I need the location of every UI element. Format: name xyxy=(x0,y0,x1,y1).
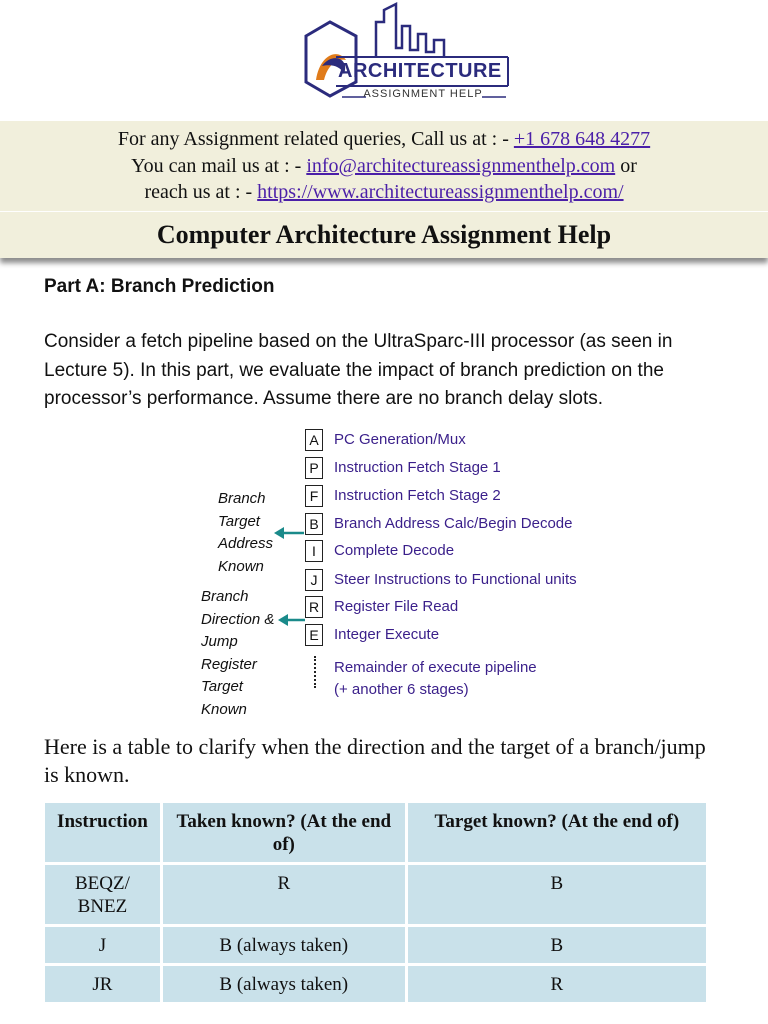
phone-link[interactable]: +1 678 648 4277 xyxy=(513,128,651,150)
cell-instruction: BEQZ/ BNEZ xyxy=(44,864,162,926)
contact-email-prefix: You can mail us at : - xyxy=(131,154,307,177)
contact-line-phone xyxy=(0,126,768,153)
stage-desc-b: Branch Address Calc/Begin Decode xyxy=(334,515,573,532)
stage-letter-b: B xyxy=(305,513,323,535)
branch-table xyxy=(42,800,709,1005)
contact-website-prefix: reach us at : - xyxy=(144,181,258,203)
direction-known-label: Branch Direction & Jump Register Target Known xyxy=(201,588,275,718)
contact-band xyxy=(0,121,768,211)
stage-letter-r: R xyxy=(305,596,323,618)
direction-arrow-icon xyxy=(278,613,306,627)
contact-line-website xyxy=(0,179,768,206)
stage-desc-p: Instruction Fetch Stage 1 xyxy=(334,459,501,476)
stage-letter-f: F xyxy=(305,485,323,507)
cell-taken: B (always taken) xyxy=(161,965,406,1004)
stage-desc-i: Complete Decode xyxy=(334,542,455,559)
page-title: Computer Architecture Assignment Help xyxy=(0,212,768,258)
contact-line-email xyxy=(0,153,768,180)
table-row xyxy=(44,926,708,965)
table-row xyxy=(44,965,708,1004)
remainder-line-1: Remainder of execute pipeline xyxy=(334,659,537,676)
company-logo xyxy=(276,0,516,120)
stage-desc-j: Steer Instructions to Functional units xyxy=(334,571,577,588)
target-known-label: Branch Target Address Known xyxy=(218,490,274,575)
logo-title: ARCHITECTURE xyxy=(338,60,502,82)
stage-letter-j: J xyxy=(305,569,323,591)
logo-subtitle: ASSIGNMENT HELP xyxy=(363,88,483,100)
cell-taken: R xyxy=(161,864,406,926)
cell-instruction: J xyxy=(44,926,162,965)
header-instruction: Instruction xyxy=(44,802,162,864)
clarify-paragraph: Here is a table to clarify when the direction and the target of a branch/jump is known. xyxy=(44,734,706,787)
stage-letter-e: E xyxy=(305,624,323,646)
part-heading: Part A: Branch Prediction xyxy=(44,276,275,297)
intro-paragraph: Consider a fetch pipeline based on the UltraSparc-III processor (as seen in Lecture 5). In this part, we evaluate the impact of branch prediction on the processor’s performance. Assume there are no branch delay slots. xyxy=(44,331,673,409)
cell-target: B xyxy=(406,864,707,926)
cell-target: B xyxy=(406,926,707,965)
website-link[interactable]: https://www.architectureassignmenthelp.com/ xyxy=(257,181,624,203)
stage-letter-i: I xyxy=(305,540,323,562)
header-taken-known: Taken known? (At the end of) xyxy=(161,802,406,864)
stage-desc-f: Instruction Fetch Stage 2 xyxy=(334,487,501,504)
email-link[interactable]: info@architectureassignmenthelp.com xyxy=(306,154,616,177)
header-target-known: Target known? (At the end of) xyxy=(406,802,707,864)
cell-target: R xyxy=(406,965,707,1004)
stage-desc-a: PC Generation/Mux xyxy=(334,431,466,448)
cell-instruction: JR xyxy=(44,965,162,1004)
target-arrow-icon xyxy=(274,526,306,540)
table-row xyxy=(44,864,708,926)
table-header-row xyxy=(44,802,708,864)
remainder-dotted-line xyxy=(314,656,316,688)
contact-email-suffix: or xyxy=(615,154,637,177)
stage-desc-e: Integer Execute xyxy=(334,626,440,643)
stage-letter-a: A xyxy=(305,429,323,451)
cell-taken: B (always taken) xyxy=(161,926,406,965)
contact-phone-prefix: For any Assignment related queries, Call us at : - xyxy=(117,128,514,150)
stage-desc-r: Register File Read xyxy=(334,598,459,615)
stage-letter-p: P xyxy=(305,457,323,479)
remainder-line-2: (+ another 6 stages) xyxy=(334,681,469,698)
